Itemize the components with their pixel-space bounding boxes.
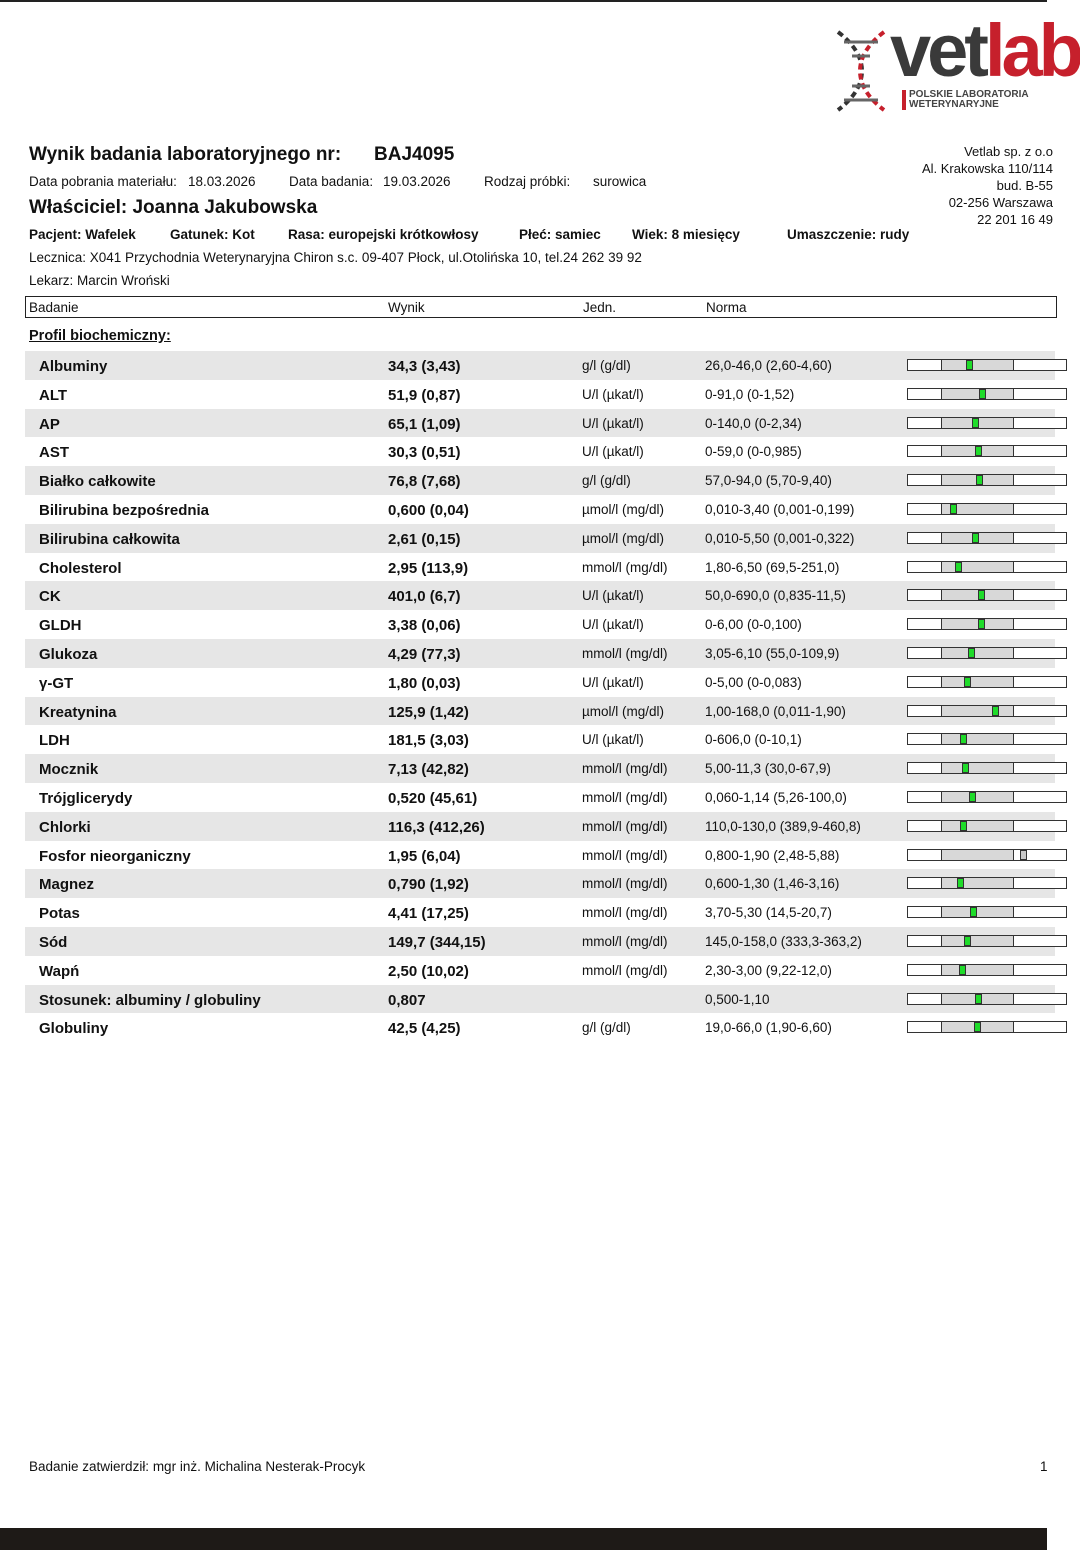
range-indicator (907, 849, 1067, 861)
test-norm: 0,800-1,90 (2,48-5,88) (705, 847, 840, 863)
range-indicator (907, 445, 1067, 457)
test-result: 30,3 (0,51) (388, 444, 461, 462)
range-marker (975, 994, 982, 1004)
test-result: 1,95 (6,04) (388, 847, 461, 865)
test-name: Albuminy (39, 358, 108, 375)
test-name: LDH (39, 732, 70, 750)
range-marker (962, 763, 969, 773)
test-name: Bilirubina bezpośrednia (39, 501, 210, 519)
patient-breed: Rasa: europejski krótkowłosy (288, 227, 479, 242)
test-norm: 110,0-130,0 (389,9-460,8) (705, 818, 861, 834)
range-normal-zone (941, 878, 1014, 888)
test-norm: 0,060-1,14 (5,26-100,0) (705, 789, 847, 805)
range-normal-zone (941, 763, 1014, 773)
test-result: 149,7 (344,15) (388, 933, 486, 951)
test-result: 2,50 (10,02) (388, 962, 469, 980)
date-collected: 18.03.2026 (188, 174, 256, 189)
range-indicator (907, 676, 1067, 688)
test-norm: 0,500-1,10 (705, 991, 770, 1007)
approved-by: Badanie zatwierdził: mgr inż. Michalina Nesterak-Procyk (29, 1459, 366, 1474)
range-normal-zone (941, 677, 1014, 687)
range-indicator (907, 359, 1067, 371)
test-name: AST (39, 444, 69, 462)
range-marker (950, 504, 957, 514)
range-indicator (907, 791, 1067, 803)
range-indicator (907, 561, 1067, 573)
test-unit: U/l (µkat/l) (582, 588, 644, 604)
test-name: Glukoza (39, 645, 98, 663)
test-name: GLDH (39, 617, 82, 635)
test-unit: mmol/l (mg/dl) (582, 789, 668, 805)
test-unit: U/l (µkat/l) (582, 444, 644, 460)
company-address: Vetlab sp. z o.o Al. Krakowska 110/114 bud. B-55 02-256 Warszawa 22 201 16 49 (921, 144, 1053, 227)
test-norm: 0-91,0 (0-1,52) (705, 386, 795, 402)
table-row (25, 725, 1055, 754)
test-unit: mmol/l (mg/dl) (582, 847, 668, 863)
test-unit: U/l (µkat/l) (582, 674, 644, 690)
test-result: 0,520 (45,61) (388, 789, 478, 807)
header-norm: Norma (706, 300, 747, 315)
test-unit: U/l (µkat/l) (582, 386, 644, 402)
test-result: 1,80 (0,03) (388, 674, 461, 692)
test-norm: 0-59,0 (0-0,985) (705, 444, 802, 460)
range-indicator (907, 589, 1067, 601)
test-norm: 0-606,0 (0-10,1) (705, 732, 802, 748)
logo-wordmark: vetlab (890, 9, 1080, 92)
test-norm: 57,0-94,0 (5,70-9,40) (705, 473, 832, 489)
test-result: 42,5 (4,25) (388, 1020, 461, 1038)
results-table (25, 351, 1055, 1042)
range-normal-zone (941, 389, 1014, 399)
range-normal-zone (941, 360, 1014, 370)
range-marker (968, 648, 975, 658)
table-row (25, 985, 1055, 1014)
test-norm: 0,010-3,40 (0,001-0,199) (705, 501, 855, 517)
test-result: 3,38 (0,06) (388, 617, 461, 635)
test-norm: 0,600-1,30 (1,46-3,16) (705, 876, 840, 892)
test-name: Potas (39, 905, 80, 923)
sample-type: surowica (593, 174, 647, 189)
test-result: 125,9 (1,42) (388, 703, 469, 721)
table-header (25, 296, 1057, 318)
range-indicator (907, 503, 1067, 515)
range-marker (972, 418, 979, 428)
table-row (25, 668, 1055, 697)
test-unit: U/l (µkat/l) (582, 415, 644, 431)
test-result: 0,600 (0,04) (388, 501, 469, 519)
range-normal-zone (941, 965, 1014, 975)
test-name: Magnez (39, 876, 95, 894)
clinic-info: Lecznica: X041 Przychodnia Weterynaryjna Chiron s.c. 09-407 Płock, ul.Otolińska 10, tel.24 262 39 92 (29, 250, 642, 265)
test-name: Trójglicerydy (39, 789, 133, 807)
test-norm: 0-140,0 (0-2,34) (705, 415, 802, 431)
range-indicator (907, 935, 1067, 947)
test-norm: 1,80-6,50 (69,5-251,0) (705, 559, 840, 575)
table-row (25, 495, 1055, 524)
patient-coat: Umaszczenie: rudy (787, 227, 910, 242)
range-normal-zone (941, 648, 1014, 658)
range-marker (974, 1022, 981, 1032)
test-norm: 50,0-690,0 (0,835-11,5) (705, 588, 846, 604)
owner-name: Właściciel: Joanna Jakubowska (29, 197, 318, 218)
report-number: BAJ4095 (374, 144, 455, 165)
range-indicator (907, 762, 1067, 774)
table-row (25, 841, 1055, 870)
range-indicator (907, 417, 1067, 429)
range-normal-zone (941, 907, 1014, 917)
test-unit: mmol/l (mg/dl) (582, 818, 668, 834)
table-row (25, 697, 1055, 726)
test-norm: 0-5,00 (0-0,083) (705, 674, 802, 690)
test-unit: mmol/l (mg/dl) (582, 905, 668, 921)
test-name: Wapń (39, 962, 80, 980)
test-unit: mmol/l (mg/dl) (582, 559, 668, 575)
range-indicator (907, 1021, 1067, 1033)
range-indicator (907, 820, 1067, 832)
range-indicator (907, 733, 1067, 745)
sample-type-label: Rodzaj próbki: (484, 174, 571, 189)
test-unit: U/l (µkat/l) (582, 732, 644, 748)
test-unit: µmol/l (mg/dl) (582, 501, 665, 517)
test-result: 2,61 (0,15) (388, 530, 461, 548)
table-row (25, 524, 1055, 553)
range-marker (957, 878, 964, 888)
test-name: Bilirubina całkowita (39, 530, 180, 548)
range-normal-zone (941, 706, 1014, 716)
table-row (25, 380, 1055, 409)
range-marker (978, 590, 985, 600)
test-name: Sód (39, 933, 68, 951)
vetlab-logo (830, 9, 1080, 114)
test-name: Białko całkowite (39, 473, 156, 491)
test-unit: g/l (g/dl) (582, 1020, 631, 1036)
range-indicator (907, 705, 1067, 717)
range-indicator (907, 993, 1067, 1005)
table-row (25, 783, 1055, 812)
test-norm: 2,30-3,00 (9,22-12,0) (705, 962, 832, 978)
test-unit: mmol/l (mg/dl) (582, 962, 668, 978)
table-row (25, 610, 1055, 639)
table-row (25, 927, 1055, 956)
test-norm: 5,00-11,3 (30,0-67,9) (705, 761, 831, 777)
test-result: 4,29 (77,3) (388, 645, 461, 663)
table-row (25, 1013, 1055, 1042)
test-result: 51,9 (0,87) (388, 386, 461, 404)
range-marker (978, 619, 985, 629)
date-test: 19.03.2026 (383, 174, 451, 189)
range-marker (972, 533, 979, 543)
dna-helix-icon (830, 28, 892, 114)
patient-sex: Płeć: samiec (519, 227, 601, 242)
test-norm: 3,70-5,30 (14,5-20,7) (705, 905, 832, 921)
patient-age: Wiek: 8 miesięcy (632, 227, 740, 242)
table-row (25, 437, 1055, 466)
test-result: 34,3 (3,43) (388, 358, 461, 375)
date-test-label: Data badania: (289, 174, 374, 189)
test-result: 401,0 (6,7) (388, 588, 461, 606)
range-marker (959, 965, 966, 975)
report-title: Wynik badania laboratoryjnego nr: (29, 144, 342, 165)
range-normal-zone (941, 850, 1014, 860)
test-norm: 0-6,00 (0-0,100) (705, 617, 802, 633)
range-marker (969, 792, 976, 802)
test-result: 4,41 (17,25) (388, 905, 469, 923)
test-name: ALT (39, 386, 68, 404)
table-row (25, 639, 1055, 668)
test-name: AP (39, 415, 60, 433)
range-marker (992, 706, 999, 716)
range-normal-zone (941, 821, 1014, 831)
range-normal-zone (941, 734, 1014, 744)
test-unit: µmol/l (mg/dl) (582, 703, 665, 719)
test-result: 181,5 (3,03) (388, 732, 469, 750)
test-result: 116,3 (412,26) (388, 818, 485, 836)
test-norm: 26,0-46,0 (2,60-4,60) (705, 358, 832, 373)
test-unit: mmol/l (mg/dl) (582, 761, 668, 777)
test-name: γ-GT (39, 674, 74, 692)
test-unit: g/l (g/dl) (582, 473, 631, 489)
test-norm: 145,0-158,0 (333,3-363,2) (705, 933, 862, 949)
range-marker (964, 936, 971, 946)
table-row (25, 409, 1055, 438)
test-result: 65,1 (1,09) (388, 415, 461, 433)
range-marker (970, 907, 977, 917)
range-marker (955, 562, 962, 572)
table-row (25, 898, 1055, 927)
range-indicator (907, 474, 1067, 486)
test-name: Cholesterol (39, 559, 122, 577)
range-normal-zone (941, 562, 1014, 572)
bottom-bar (0, 1528, 1047, 1550)
test-name: Stosunek: albuminy / globuliny (39, 991, 261, 1009)
range-marker (1020, 850, 1027, 860)
range-indicator (907, 647, 1067, 659)
table-row (25, 553, 1055, 582)
test-name: Fosfor nieorganiczny (39, 847, 191, 865)
test-norm: 19,0-66,0 (1,90-6,60) (705, 1020, 832, 1036)
range-marker (975, 446, 982, 456)
header-unit: Jedn. (583, 300, 617, 315)
range-indicator (907, 877, 1067, 889)
patient-name: Pacjent: Wafelek (29, 227, 136, 242)
range-marker (966, 360, 973, 370)
range-marker (960, 821, 967, 831)
logo-subtitle: POLSKIE LABORATORIA WETERYNARYJNE (902, 90, 1029, 110)
test-unit: g/l (g/dl) (582, 358, 631, 373)
table-row (25, 956, 1055, 985)
test-name: Kreatynina (39, 703, 117, 721)
table-row (25, 581, 1055, 610)
range-marker (979, 389, 986, 399)
section-title: Profil biochemiczny: (29, 328, 171, 344)
range-indicator (907, 618, 1067, 630)
test-name: Globuliny (39, 1020, 109, 1038)
test-unit: µmol/l (mg/dl) (582, 530, 665, 546)
test-unit: mmol/l (mg/dl) (582, 876, 668, 892)
test-name: Chlorki (39, 818, 91, 836)
test-norm: 1,00-168,0 (0,011-1,90) (705, 703, 846, 719)
doctor-info: Lekarz: Marcin Wroński (29, 273, 170, 288)
table-row (25, 351, 1055, 380)
test-result: 0,807 (388, 991, 426, 1009)
table-row (25, 812, 1055, 841)
table-row (25, 754, 1055, 783)
range-indicator (907, 906, 1067, 918)
test-result: 7,13 (42,82) (388, 761, 469, 779)
test-result: 2,95 (113,9) (388, 559, 469, 577)
range-normal-zone (941, 936, 1014, 946)
test-name: CK (39, 588, 61, 606)
header-result: Wynik (388, 300, 425, 315)
range-indicator (907, 964, 1067, 976)
test-name: Mocznik (39, 761, 99, 779)
top-border (0, 0, 1047, 2)
test-unit: U/l (µkat/l) (582, 617, 644, 633)
range-marker (976, 475, 983, 485)
range-normal-zone (941, 792, 1014, 802)
table-row (25, 869, 1055, 898)
table-row (25, 466, 1055, 495)
header-test: Badanie (29, 300, 79, 315)
range-marker (964, 677, 971, 687)
test-result: 76,8 (7,68) (388, 473, 461, 491)
test-norm: 0,010-5,50 (0,001-0,322) (705, 530, 855, 546)
range-indicator (907, 388, 1067, 400)
range-marker (960, 734, 967, 744)
test-unit: mmol/l (mg/dl) (582, 645, 668, 661)
page-number: 1 (1040, 1459, 1048, 1474)
date-collected-label: Data pobrania materiału: (29, 174, 177, 189)
patient-species: Gatunek: Kot (170, 227, 255, 242)
test-result: 0,790 (1,92) (388, 876, 469, 894)
test-unit: mmol/l (mg/dl) (582, 933, 668, 949)
range-indicator (907, 532, 1067, 544)
test-norm: 3,05-6,10 (55,0-109,9) (705, 645, 840, 661)
